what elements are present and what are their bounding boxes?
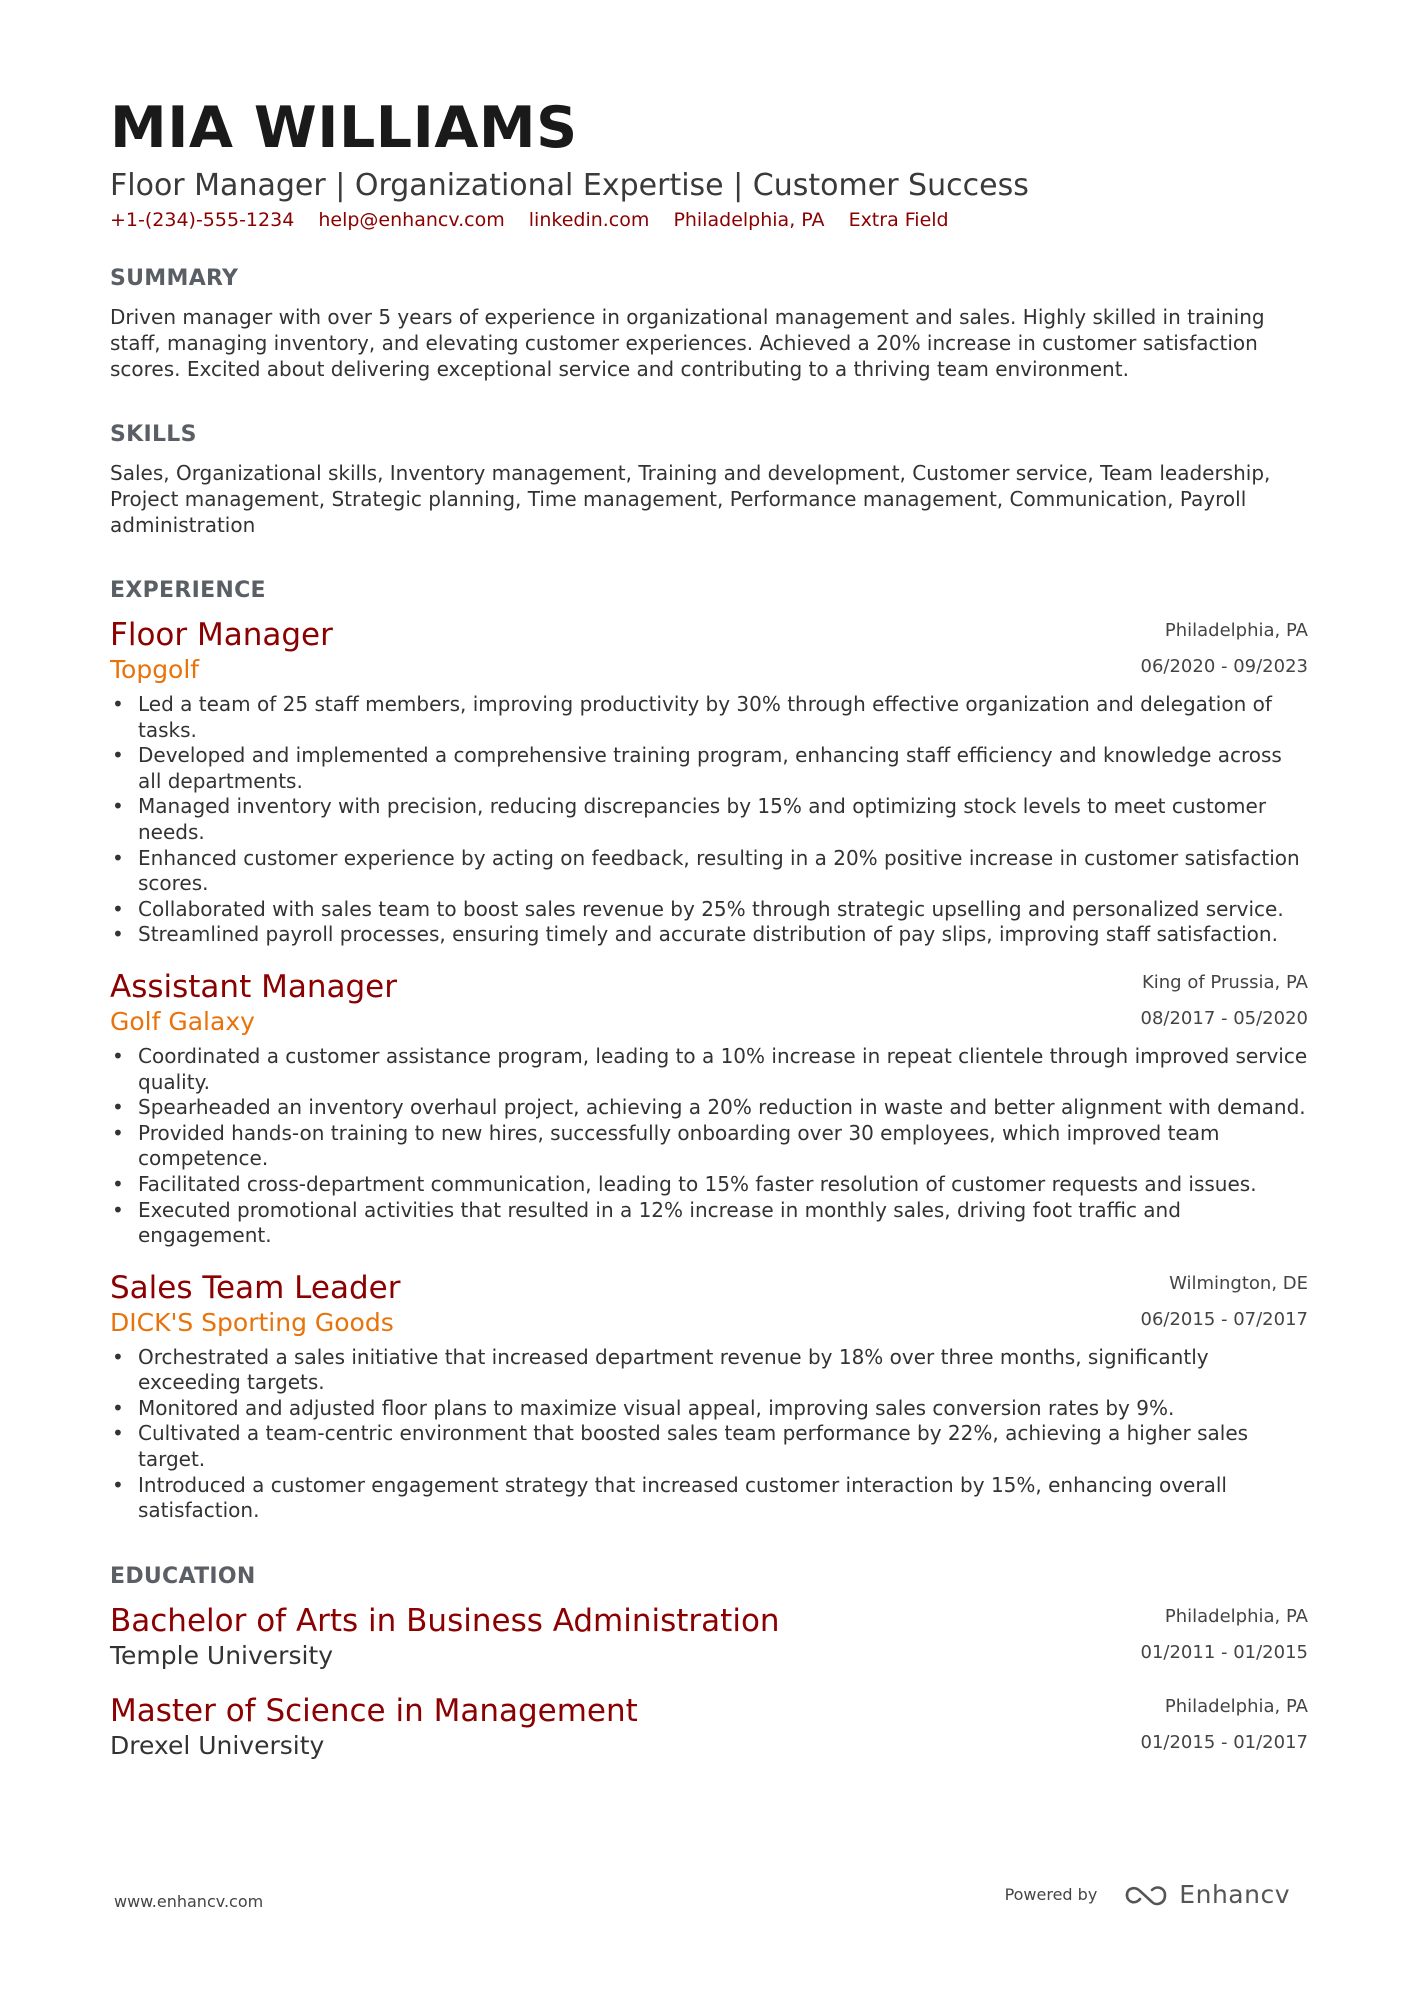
resume-content: [110, 92, 1308, 1762]
education-entry: [110, 1692, 1308, 1762]
summary-section: [110, 264, 1308, 382]
company-name: DICK'S Sporting Goods: [110, 1307, 394, 1337]
powered-by-label: Powered by: [1004, 1885, 1098, 1904]
school-name: Temple University: [110, 1640, 334, 1670]
job-bullets: [110, 692, 1308, 948]
list-item: • Executed promotional activities that resulted in a 12% increase in monthly sales, driving foot traffic and engagement.: [138, 1198, 1308, 1249]
education-dates: 01/2011 - 01/2015: [1140, 1641, 1308, 1663]
skills-section: [110, 420, 1308, 538]
list-item: • Cultivated a team-centric environment that boosted sales team performance by 22%, achieving a higher sales target.: [138, 1421, 1308, 1472]
enhancv-logo-icon: [1123, 1882, 1169, 1908]
list-item: • Managed inventory with precision, reducing discrepancies by 15% and optimizing stock levels to meet customer needs.: [138, 794, 1308, 845]
job-location: King of Prussia, PA: [1141, 971, 1308, 993]
experience-entry: [110, 968, 1308, 1249]
education-dates: 01/2015 - 01/2017: [1140, 1731, 1308, 1753]
list-item: • Developed and implemented a comprehensive training program, enhancing staff efficiency and knowledge across all departments.: [138, 743, 1308, 794]
education-title: EDUCATION: [110, 1563, 256, 1589]
list-item: • Coordinated a customer assistance program, leading to a 10% increase in repeat clientele through improved service quality.: [138, 1044, 1308, 1095]
job-bullets: [110, 1044, 1308, 1249]
job-dates: 08/2017 - 05/2020: [1140, 1007, 1308, 1029]
company-name: Topgolf: [110, 655, 200, 684]
list-item: • Introduced a customer engagement strategy that increased customer interaction by 15%, enhancing overall satisfaction.: [138, 1473, 1308, 1524]
contact-email[interactable]: help@enhancv.com: [318, 209, 505, 231]
summary-title: SUMMARY: [110, 266, 239, 291]
job-dates: 06/2015 - 07/2017: [1140, 1308, 1308, 1330]
job-title: Assistant Manager: [110, 968, 397, 1005]
list-item: • Collaborated with sales team to boost sales revenue by 25% through strategic upselling and personalized service.: [138, 897, 1308, 923]
education-location: Philadelphia, PA: [1164, 1695, 1308, 1717]
contact-phone[interactable]: +1-(234)-555-1234: [110, 209, 295, 231]
contact-info: [110, 206, 1308, 234]
experience-section: [110, 576, 1308, 1524]
footer-branding: [1005, 1880, 1290, 1909]
list-item: • Provided hands-on training to new hires, successfully onboarding over 30 employees, which improved team competence.: [138, 1121, 1308, 1172]
list-item: • Enhanced customer experience by acting on feedback, resulting in a 20% positive increase in customer satisfaction scores.: [138, 846, 1308, 897]
job-location: Philadelphia, PA: [1164, 620, 1308, 641]
degree-title: Master of Science in Management: [110, 1692, 638, 1729]
school-name: Drexel University: [110, 1730, 325, 1760]
list-item: • Monitored and adjusted floor plans to maximize visual appeal, improving sales conversion rates by 9%.: [138, 1396, 1308, 1422]
skills-text: Sales, Organizational skills, Inventory management, Training and development, Customer service, Team leadership, Project management, Strategic planning, Time management, Performance management, Communication, Payroll administration: [110, 461, 1271, 537]
contact-extra-field: Extra Field: [848, 209, 949, 231]
skills-title: SKILLS: [110, 422, 197, 447]
list-item: • Orchestrated a sales initiative that increased department revenue by 18% over three months, significantly exceeding targets.: [138, 1345, 1308, 1396]
list-item: • Streamlined payroll processes, ensuring timely and accurate distribution of pay slips, improving staff satisfaction.: [138, 922, 1308, 948]
list-item: • Spearheaded an inventory overhaul project, achieving a 20% reduction in waste and better alignment with demand.: [138, 1095, 1308, 1121]
list-item: • Led a team of 25 staff members, improving productivity by 30% through effective organization and delegation of tasks.: [138, 692, 1308, 743]
experience-entry: [110, 616, 1308, 948]
education-entry: [110, 1602, 1308, 1672]
contact-location: Philadelphia, PA: [673, 209, 825, 231]
job-bullets: [110, 1345, 1308, 1524]
list-item: • Facilitated cross-department communication, leading to 15% faster resolution of customer requests and issues.: [138, 1172, 1308, 1198]
degree-title: Bachelor of Arts in Business Administration: [110, 1602, 780, 1639]
company-name: Golf Galaxy: [110, 1006, 255, 1036]
contact-linkedin[interactable]: linkedin.com: [528, 209, 650, 231]
experience-entry: [110, 1269, 1308, 1524]
job-dates: 06/2020 - 09/2023: [1140, 656, 1308, 677]
footer-website[interactable]: www.enhancv.com: [114, 1892, 264, 1911]
candidate-name: MIA WILLIAMS: [110, 95, 578, 161]
summary-text: Driven manager with over 5 years of experience in organizational management and sales. Highly skilled in training staff, managing inventory, and elevating customer experiences. Achieved a 20% increase in customer satisfaction scores. Excited about delivering exceptional service and contributing to a thriving team environment.: [110, 305, 1265, 381]
education-location: Philadelphia, PA: [1164, 1605, 1308, 1627]
job-location: Wilmington, DE: [1169, 1272, 1308, 1294]
job-title: Sales Team Leader: [110, 1269, 401, 1306]
education-section: [110, 1562, 1308, 1762]
job-title: Floor Manager: [110, 617, 333, 653]
candidate-headline: Floor Manager | Organizational Expertise | Customer Success: [110, 168, 1029, 203]
resume-header: [110, 92, 1308, 234]
experience-title: EXPERIENCE: [110, 578, 266, 603]
brand-name: Enhancv: [1179, 1880, 1290, 1909]
